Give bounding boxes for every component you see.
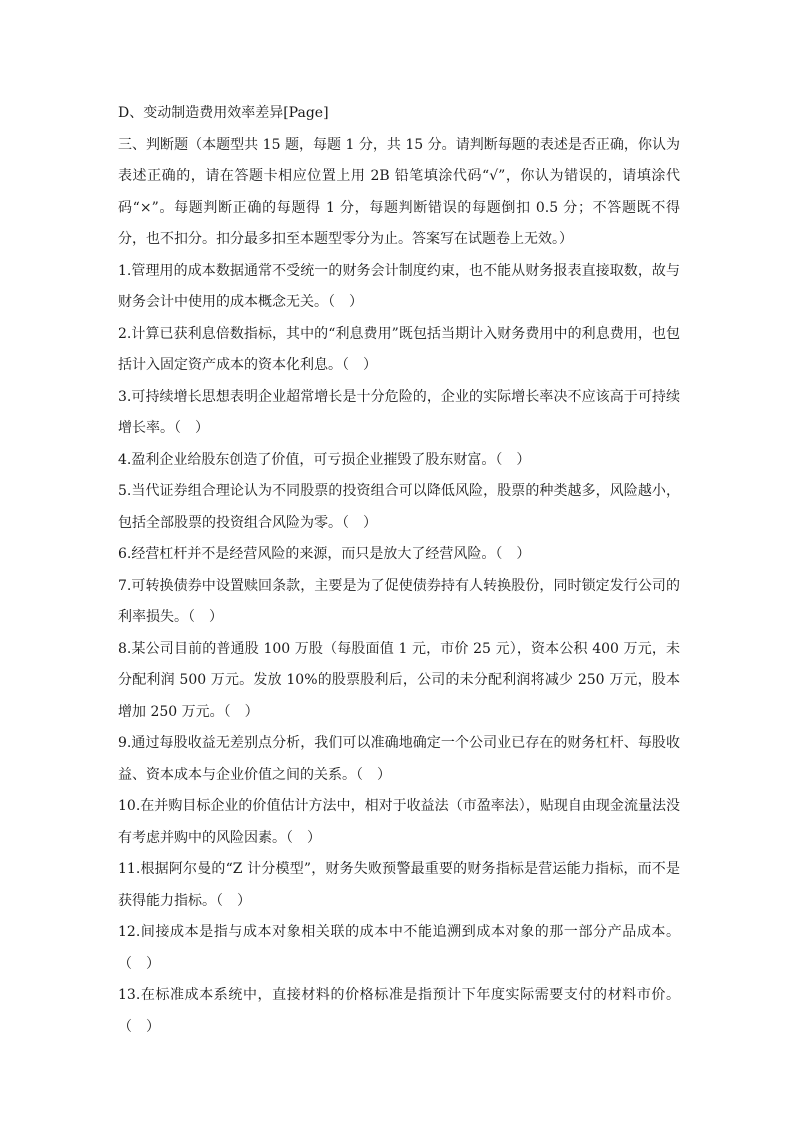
question-7: 7.可转换债券中设置赎回条款，主要是为了促使债券持有人转换股份，同时锁定发行公司的利率损失。（ ） [118,577,680,625]
question-5: 5.当代证券组合理论认为不同股票的投资组合可以降低风险，股票的种类越多，风险越小，包括全部股票的投资组合风险为零。（ ） [118,483,680,531]
document-page [118,98,680,1043]
question-6: 6.经营杠杆并不是经营风险的来源，而只是放大了经营风险。（ ） [118,546,531,562]
question-9: 9.通过每股收益无差别点分析，我们可以准确地确定一个公司业已存在的财务杠杆、每股收益、资本成本与企业价值之间的关系。（ ） [118,735,680,783]
question-8: 8.某公司目前的普通股 100 万股（每股面值 1 元，市价 25 元），资本公积 400 万元，未分配利润 500 万元。发放 10%的股票股利后，公司的未分配利润将减少 250 万元，股本增加 250 万元。（ ） [118,640,680,720]
question-12: 12.间接成本是指与成本对象相关联的成本中不能追溯到成本对象的那一部分产品成本。（ ） [118,924,680,972]
question-3: 3.可持续增长思想表明企业超常增长是十分危险的，企业的实际增长率决不应该高于可持续增长率。（ ） [118,388,680,436]
question-11: 11.根据阿尔曼的“Z 计分模型”，财务失败预警最重要的财务指标是营运能力指标，而不是获得能力指标。（ ） [118,861,680,909]
question-10: 10.在并购目标企业的价值估计方法中，相对于收益法（市盈率法），贴现自由现金流量法没有考虑并购中的风险因素。（ ） [118,798,680,846]
question-2: 2.计算已获利息倍数指标，其中的“利息费用”既包括当期计入财务费用中的利息费用，也包括计入固定资产成本的资本化利息。（ ） [118,325,680,373]
section-heading-true-false: 三、判断题（本题型共 15 题，每题 1 分，共 15 分。请判断每题的表述是否正确，你认为表述正确的，请在答题卡相应位置上用 2B 铅笔填涂代码“√”，你认为错误的，请填涂代码“×”。每题判断正确的每题得 1 分，每题判断错误的每题倒扣 0.5 分；不答题既不得分，也不扣分。扣分最多扣至本题型零分为止。答案写在试题卷上无效。） [118,136,680,247]
question-1: 1.管理用的成本数据通常不受统一的财务会计制度约束，也不能从财务报表直接取数，故与财务会计中使用的成本概念无关。（ ） [118,262,680,310]
option-d-line: D、变动制造费用效率差异[Page] [118,105,329,121]
question-4: 4.盈利企业给股东创造了价值，可亏损企业摧毁了股东财富。（ ） [118,451,531,468]
question-13: 13.在标准成本系统中，直接材料的价格标准是指预计下年度实际需要支付的材料市价。（ ） [118,987,680,1035]
